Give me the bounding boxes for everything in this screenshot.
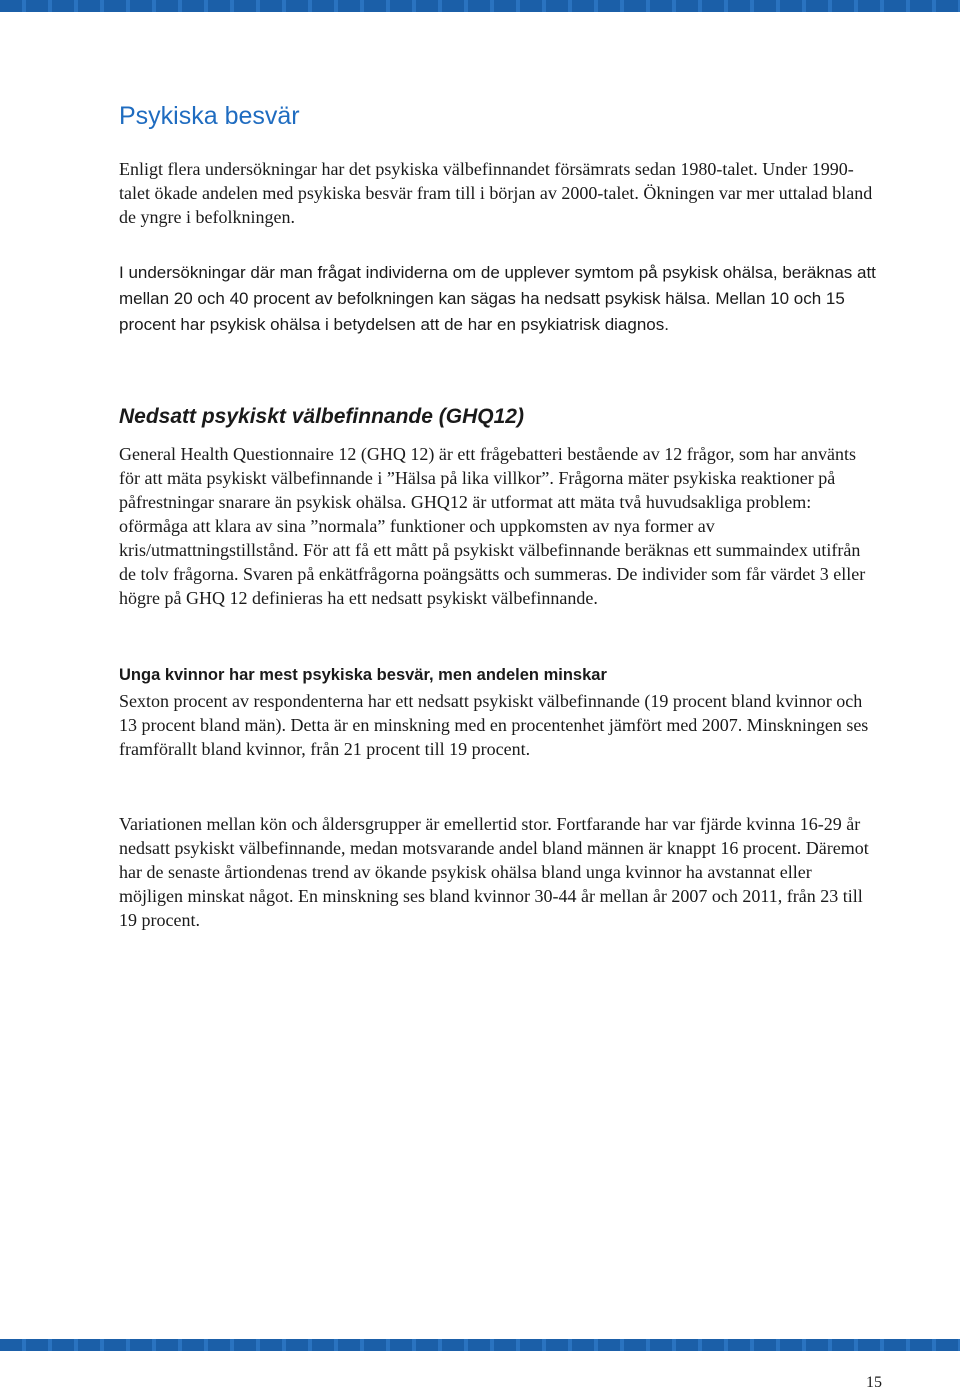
women-paragraph-1: Sexton procent av respondenterna har ett nedsatt psykiskt välbefinnande (19 procent bland kvinnor och 13 procent bland män). Detta är en minskning med en procentenhet jämfört med 2007. Minskningen ses framförallt bland kvinnor, från 21 procent till 19 procent. (119, 691, 869, 759)
women-paragraph-2: Variationen mellan kön och åldersgrupper är emellertid stor. Fortfarande har var fjärde kvinna 16-29 år nedsatt psykiskt välbefinnande, medan motsvarande andel bland männen är knappt 16 procent. Däremot har de senaste årtiondenas trend av ökande psykisk ohälsa bland unga kvinnor ha avstannat eller möjligen minskat något. En minskning ses bland kvinnor 30-44 år mellan år 2007 och 2011, från 23 till 19 procent. (119, 814, 869, 930)
intro-paragraph-2: I undersökningar där man frågat individerna om de upplever symtom på psykisk ohälsa, beräknas att mellan 20 och 40 procent av befolkningen kan sägas ha nedsatt psykisk hälsa. Mellan 10 och 15 procent har psykisk ohälsa i betydelsen att de har en psykiatrisk diagnos. (119, 263, 876, 334)
intro-paragraph-1: Enligt flera undersökningar har det psykiska välbefinnandet försämrats sedan 1980-talet. Under 1990-talet ökade andelen med psykiska besvär fram till i början av 2000-talet. Ökningen var mer uttalad bland de yngre i befolkningen. (119, 159, 873, 227)
women-section-heading: Unga kvinnor har mest psykiska besvär, men andelen minskar (119, 666, 607, 684)
ghq-section-heading: Nedsatt psykiskt välbefinnande (GHQ12) (119, 405, 524, 428)
bottom-decorative-band (0, 1339, 960, 1351)
page-number: 15 (866, 1374, 882, 1391)
ghq-paragraph: General Health Questionnaire 12 (GHQ 12) är ett frågebatteri bestående av 12 frågor, som har använts för att mäta psykiskt välbefinnande i ”Hälsa på lika villkor”. Frågorna mäter psykiska reaktioner på påfrestningar snarare än psykisk ohälsa. GHQ12 är utformat att mäta två huvudsakliga problem: oförmåga att klara av sina ”normala” funktioner och uppkomsten av nya former av kris/utmattningstillstånd. För att få ett mått på psykiskt välbefinnande beräknas ett summaindex utifrån de tolv frågorna. Svaren på enkätfrågorna poängsätts och summeras. De individer som får värdet 3 eller högre på GHQ 12 definieras ha ett nedsatt psykiskt välbefinnande. (119, 444, 866, 608)
top-decorative-band (0, 0, 960, 12)
page-heading: Psykiska besvär (119, 102, 300, 130)
